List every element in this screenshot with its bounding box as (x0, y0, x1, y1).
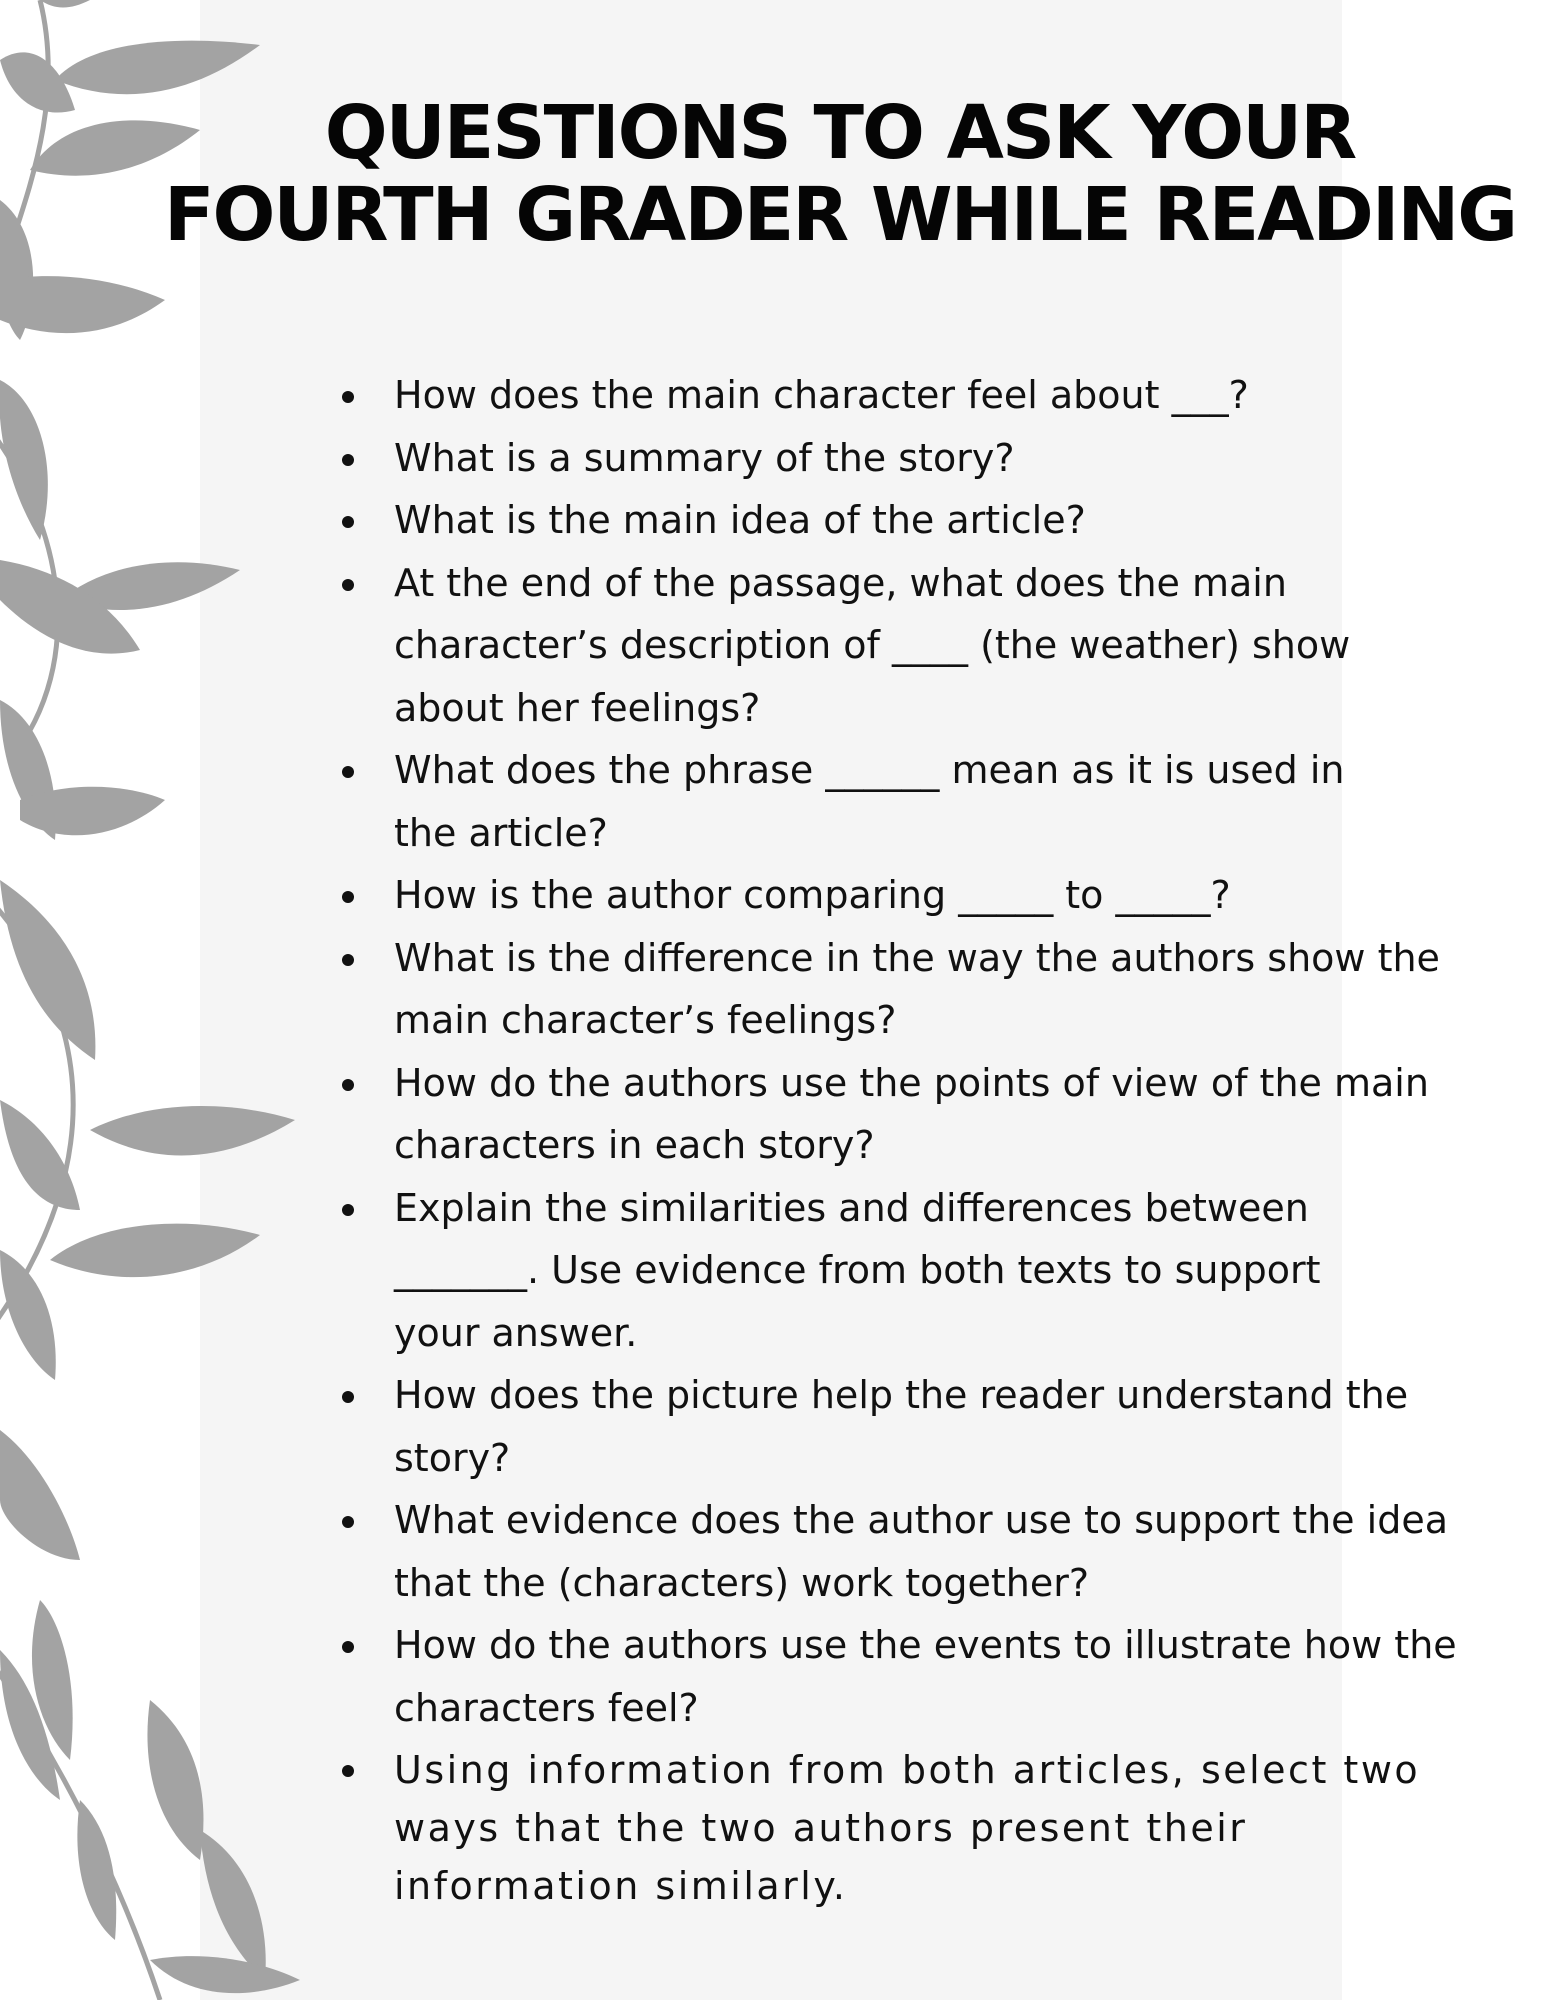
question-item (338, 1614, 1488, 1739)
question-item (338, 364, 1488, 427)
question-line: At the end of the passage, what does the main (394, 560, 1287, 605)
question-item (338, 1489, 1488, 1614)
question-line: ways that the two authors present their (394, 1806, 1248, 1850)
question-line: How is the author comparing _____ to _____? (394, 873, 1231, 917)
question-line: your answer. (394, 1310, 638, 1355)
question-line: How does the picture help the reader understand the (394, 1373, 1409, 1417)
question-item (338, 552, 1488, 740)
question-line: character’s description of ____ (the weather) show (394, 623, 1351, 667)
question-item (338, 927, 1488, 1052)
question-line: Using information from both articles, select two (394, 1748, 1421, 1792)
question-line: What does the phrase ______ mean as it is used in (394, 748, 1345, 792)
question-item (338, 489, 1488, 552)
page-title-line-2: FOURTH GRADER WHILE READING (163, 172, 1517, 258)
question-line: characters in each story? (394, 1123, 875, 1167)
question-item (338, 1364, 1488, 1489)
question-line: that the (characters) work together? (394, 1560, 1090, 1605)
question-line: story? (394, 1435, 511, 1480)
question-line: the article? (394, 810, 608, 855)
leaf-vine-icon (0, 0, 320, 2000)
question-line: How do the authors use the events to illustrate how the (394, 1623, 1457, 1667)
page-title-line-1: QUESTIONS TO ASK YOUR (324, 90, 1356, 176)
question-line: main character’s feelings? (394, 998, 897, 1042)
question-item (338, 864, 1488, 927)
question-item (338, 739, 1488, 864)
question-item (338, 1177, 1488, 1365)
question-line: _______. Use evidence from both texts to support (394, 1248, 1321, 1292)
question-line: How does the main character feel about ___? (394, 373, 1249, 417)
question-line: What is a summary of the story? (394, 435, 1015, 480)
question-line: What is the main idea of the article? (394, 498, 1086, 542)
question-item (338, 1052, 1488, 1177)
question-line: What is the difference in the way the authors show the (394, 935, 1440, 980)
question-line: How do the authors use the points of view of the main (394, 1060, 1429, 1105)
question-item (338, 427, 1488, 490)
page-title (150, 92, 1530, 256)
question-line: about her feelings? (394, 685, 761, 730)
question-line: information similarly. (394, 1864, 848, 1908)
question-line: Explain the similarities and differences between (394, 1185, 1309, 1230)
question-line: characters feel? (394, 1685, 699, 1730)
question-list (338, 364, 1488, 1915)
question-item (338, 1741, 1488, 1915)
question-line: What evidence does the author use to support the idea (394, 1498, 1448, 1542)
